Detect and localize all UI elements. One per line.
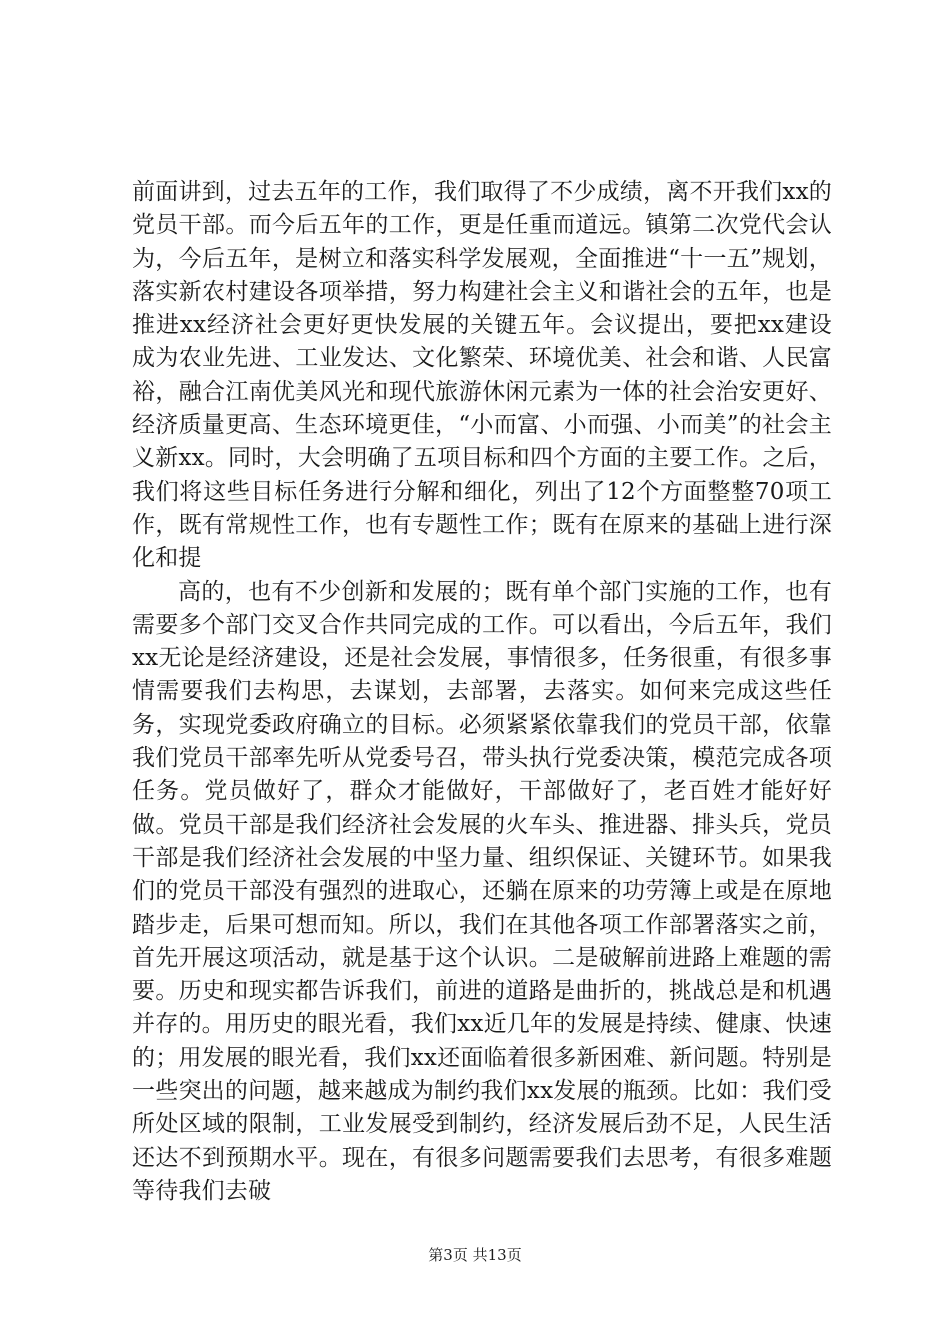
paragraph-2: 高的，也有不少创新和发展的；既有单个部门实施的工作，也有需要多个部门交叉合作共同完成的工作。可以看出，今后五年，我们xx无论是经济建设，还是社会发展，事情很多，任务很重，有很多事情需要我们去构思，去谋划，去部署，去落实。如何来完成这些任务，实现党委政府确立的目标。必须紧紧依靠我们的党员干部，依靠我们党员干部率先听从党委号召，带头执行党委决策，模范完成各项任务。党员做好了，群众才能做好，干部做好了，老百姓才能好好做。党员干部是我们经济社会发展的火车头、推进器、排头兵，党员干部是我们经济社会发展的中坚力量、组织保证、关键环节。如果我们的党员干部没有强烈的进取心，还躺在原来的功劳簿上或是在原地踏步走，后果可想而知。所以，我们在其他各项工作部署落实之前，首先开展这项活动，就是基于这个认识。二是破解前进路上难题的需要。历史和现实都告诉我们，前进的道路是曲折的，挑战总是和机遇并存的。用历史的眼光看，我们xx近几年的发展是持续、健康、快速的；用发展的眼光看，我们xx还面临着很多新困难、新问题。特别是一些突出的问题，越来越成为制约我们xx发展的瓶颈。比如：我们受所处区域的限制，工业发展受到制约，经济发展后劲不足，人民生活还达不到预期水平。现在，有很多问题需要我们去思考，有很多难题等待我们去破 xyxy=(132,578,832,1204)
page-footer: 第3页 共13页 xyxy=(428,1246,522,1264)
paragraph-1: 前面讲到，过去五年的工作，我们取得了不少成绩，离不开我们xx的党员干部。而今后五年的工作，更是任重而道远。镇第二次党代会认为，今后五年，是树立和落实科学发展观，全面推进“十一五”规划，落实新农村建设各项举措，努力构建社会主义和谐社会的五年，也是推进xx经济社会更好更快发展的关键五年。会议提出，要把xx建设成为农业先进、工业发达、文化繁荣、环境优美、社会和谐、人民富裕，融合江南优美风光和现代旅游休闲元素为一体的社会治安更好、经济质量更高、生态环境更佳，“小而富、小而强、小而美”的社会主义新xx。同时，大会明确了五项目标和四个方面的主要工作。之后，我们将这些目标任务进行分解和细化，列出了12个方面整整70项工作，既有常规性工作，也有专题性工作；既有在原来的基础上进行深化和提 xyxy=(132,179,832,572)
document-body xyxy=(132,176,832,1208)
